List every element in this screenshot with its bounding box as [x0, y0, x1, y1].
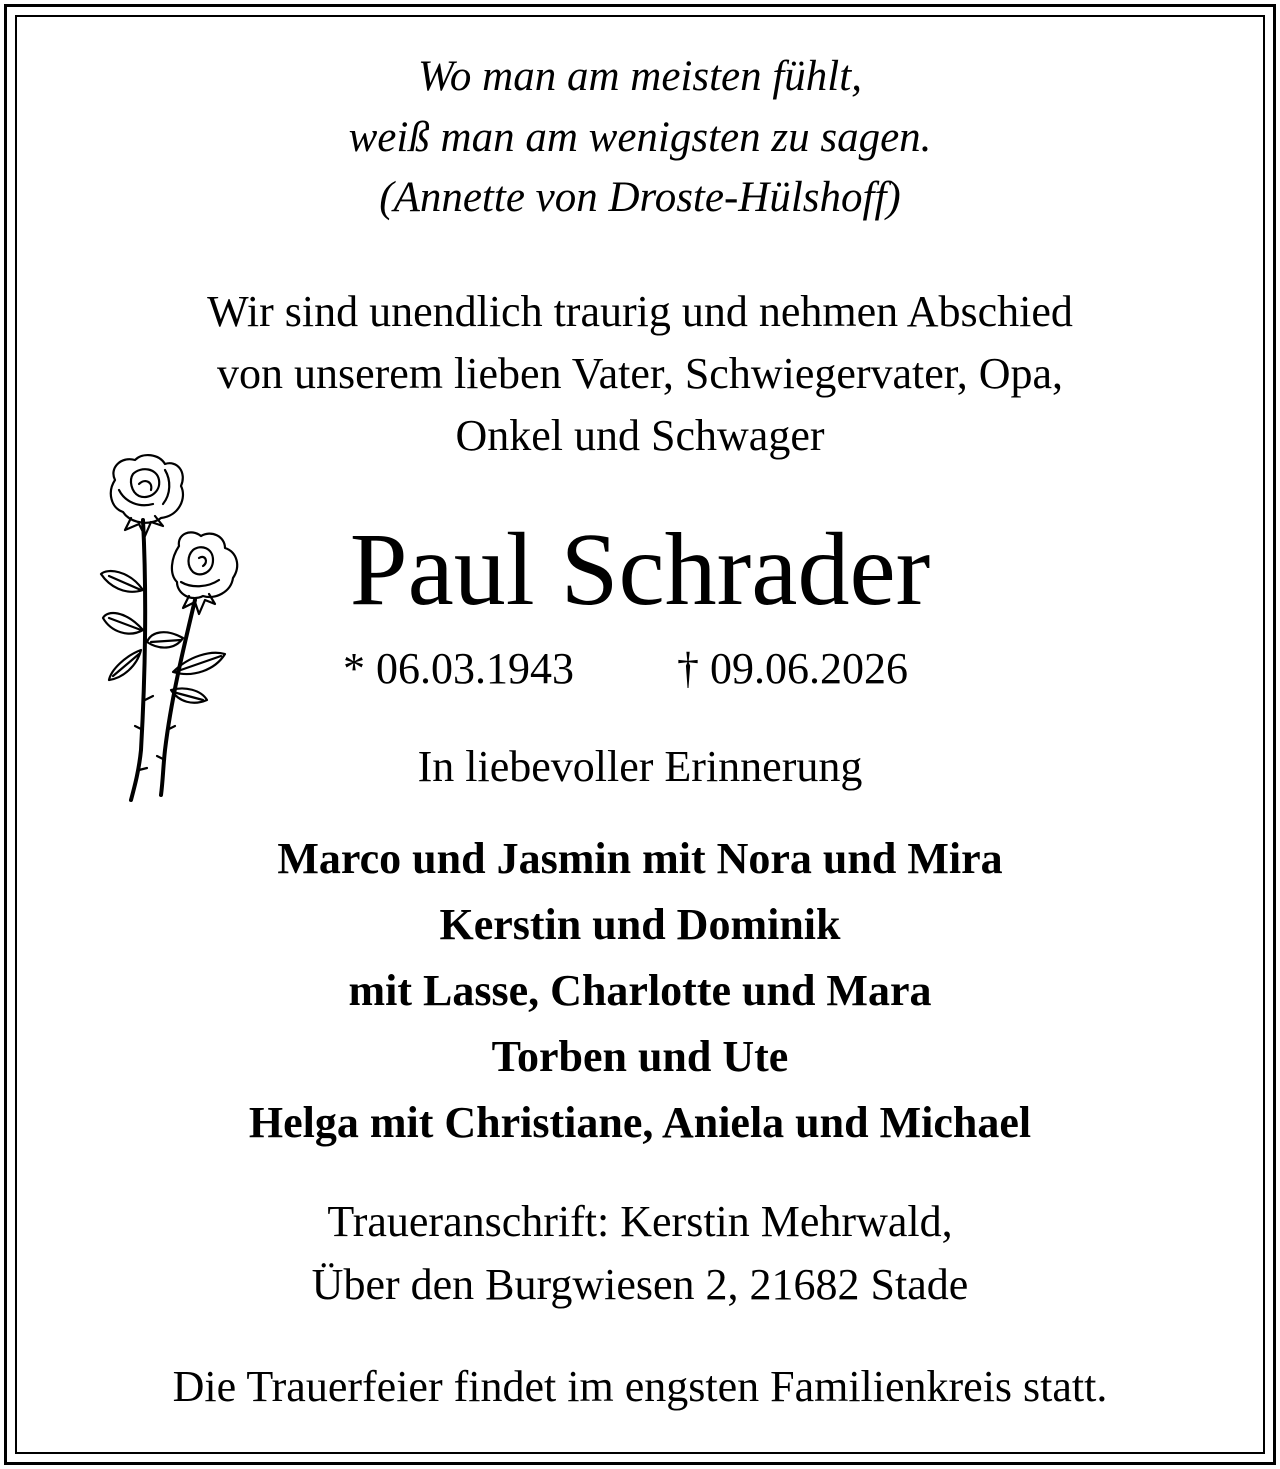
family-line-3: mit Lasse, Charlotte und Mara — [348, 966, 932, 1015]
deceased-name: Paul Schrader — [349, 512, 931, 627]
quote-line-1: Wo man am meisten fühlt, — [418, 53, 862, 100]
intro-line-3: Onkel und Schwager — [455, 411, 825, 460]
intro-line-2: von unserem lieben Vater, Schwiegervater, Opa, — [216, 349, 1064, 398]
quote-line-2: weiß man am wenigsten zu sagen. — [348, 114, 932, 161]
life-dates — [0, 644, 1280, 697]
quote-author: (Annette von Droste-Hülshoff) — [379, 174, 901, 221]
closing-line: Die Trauerfeier findet im engsten Familienkreis statt. — [172, 1362, 1108, 1411]
death-date: † 09.06.2026 — [677, 644, 908, 693]
intro-line-1: Wir sind unendlich traurig und nehmen Abschied — [207, 287, 1073, 336]
family-line-5: Helga mit Christiane, Aniela und Michael — [248, 1098, 1032, 1147]
address-line-2: Über den Burgwiesen 2, 21682 Stade — [311, 1260, 969, 1309]
birth-date: * 06.03.1943 — [343, 644, 574, 693]
family-line-1: Marco und Jasmin mit Nora und Mira — [277, 834, 1003, 883]
address-line-1: Traueranschrift: Kerstin Mehrwald, — [327, 1197, 953, 1246]
family-line-4: Torben und Ute — [491, 1032, 789, 1081]
family-line-2: Kerstin und Dominik — [439, 900, 841, 949]
remembrance-line: In liebevoller Erinnerung — [417, 742, 863, 791]
